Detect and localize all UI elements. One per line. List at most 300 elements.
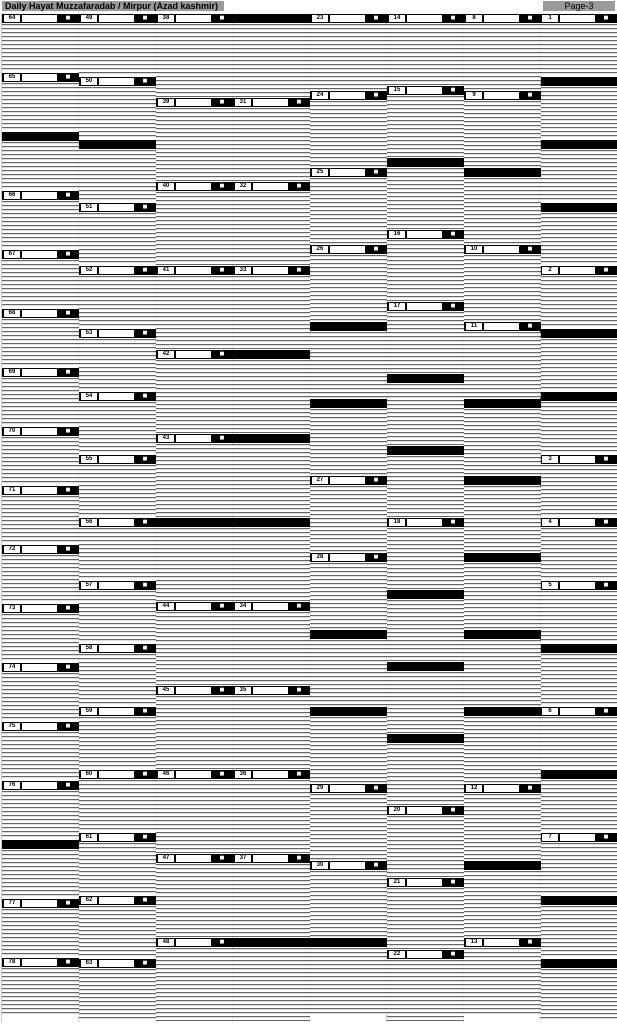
classified-header-bar: [2, 486, 79, 495]
classified-header-bar: [540, 581, 617, 590]
classified-text-block: [464, 24, 541, 90]
classified-number: 34: [235, 603, 251, 610]
classified-logo-icon: ■: [450, 519, 456, 525]
classified-text-block: [310, 255, 387, 321]
classified-header-bar: [79, 644, 156, 653]
classified-header-bar: [464, 707, 541, 716]
classified-text-block: [156, 192, 233, 265]
classified-number: 57: [81, 582, 97, 589]
classified-logo-icon: ■: [65, 15, 71, 21]
classified-header-bar: [2, 191, 79, 200]
classified-number: 56: [81, 519, 97, 526]
classified-header-bar: [233, 350, 310, 359]
classified-logo-icon: ■: [65, 74, 71, 80]
classified-number: 32: [235, 183, 251, 190]
classified-text-block: [387, 888, 464, 949]
classified-title-box: [176, 183, 211, 190]
classified-header-bar: [387, 302, 464, 311]
classified-title-box: [407, 303, 442, 310]
classified-number: 16: [389, 231, 405, 238]
classified-header-bar: [79, 707, 156, 716]
classified-number: 44: [158, 603, 174, 610]
classified-title-box: [176, 267, 211, 274]
classified-header-bar: [310, 784, 387, 793]
classified-number: 35: [235, 687, 251, 694]
classified-text-block: [2, 614, 79, 662]
classified-text-block: [79, 654, 156, 706]
classified-number: 5: [542, 582, 558, 589]
news-column: [309, 13, 387, 1022]
classified-title-box: [560, 267, 595, 274]
classified-header-bar: [387, 590, 464, 599]
classified-number: 36: [235, 771, 251, 778]
classified-header-bar: [387, 950, 464, 959]
classified-header-bar: [2, 427, 79, 436]
classified-title-box: [22, 487, 57, 494]
classified-header-bar: [464, 784, 541, 793]
classified-text-block: [2, 437, 79, 485]
classified-title-box: [99, 708, 134, 715]
classified-number: 66: [4, 192, 20, 199]
classified-header-bar: [464, 322, 541, 331]
classified-title-box: [253, 99, 288, 106]
classified-header-bar: [540, 770, 617, 779]
classified-text-block: [387, 24, 464, 85]
classified-title-box: [99, 78, 134, 85]
classified-text-block: [310, 948, 387, 1014]
classified-number: 9: [466, 92, 482, 99]
classified-title-box: [22, 74, 57, 81]
classified-header-bar: [310, 707, 387, 716]
classified-text-block: [387, 96, 464, 157]
classified-logo-icon: ■: [527, 323, 533, 329]
classified-title-box: [484, 939, 519, 946]
classified-text-block: [387, 672, 464, 733]
classified-text-block: [79, 339, 156, 391]
classified-text-block: [2, 378, 79, 426]
classified-title-box: [253, 687, 288, 694]
news-column: [232, 13, 310, 1022]
classified-title-box: [99, 582, 134, 589]
classified-title-box: [330, 554, 365, 561]
classified-number: 45: [158, 687, 174, 694]
classified-header-bar: [540, 329, 617, 338]
classified-number: 43: [158, 435, 174, 442]
classified-title-box: [253, 603, 288, 610]
classified-text-block: [387, 384, 464, 445]
classified-header-bar: [310, 399, 387, 408]
classified-logo-icon: ■: [142, 204, 148, 210]
classified-text-block: [387, 456, 464, 517]
classified-header-bar: [464, 553, 541, 562]
classified-header-bar: [464, 861, 541, 870]
classified-header-bar: [387, 518, 464, 527]
classified-title-box: [22, 310, 57, 317]
classified-header-bar: [540, 707, 617, 716]
classified-logo-icon: ■: [142, 519, 148, 525]
classified-header-bar: [79, 833, 156, 842]
classified-text-block: [233, 444, 310, 517]
classified-title-box: [560, 456, 595, 463]
classified-text-block: [387, 240, 464, 301]
classified-logo-icon: ■: [296, 99, 302, 105]
classified-text-block: [2, 24, 79, 72]
classified-header-bar: [2, 73, 79, 82]
classified-number: 27: [312, 477, 328, 484]
classified-header-bar: [387, 446, 464, 455]
classified-logo-icon: ■: [65, 192, 71, 198]
classified-text-block: [464, 717, 541, 783]
classified-header-bar: [310, 553, 387, 562]
classified-title-box: [22, 664, 57, 671]
classified-text-block: [464, 101, 541, 167]
classified-header-bar: [233, 98, 310, 107]
news-column: [155, 13, 233, 1022]
classified-text-block: [540, 906, 617, 958]
classified-text-block: [79, 780, 156, 832]
classified-logo-icon: ■: [142, 330, 148, 336]
classified-text-block: [2, 791, 79, 839]
classified-text-block: [540, 87, 617, 139]
classified-logo-icon: ■: [65, 310, 71, 316]
classified-text-block: [2, 732, 79, 780]
classified-text-block: [233, 276, 310, 349]
classified-text-block: [387, 744, 464, 805]
classified-title-box: [407, 519, 442, 526]
classified-title-box: [253, 183, 288, 190]
classified-title-box: [176, 771, 211, 778]
classified-header-bar: [310, 14, 387, 23]
classified-number: 13: [466, 939, 482, 946]
classified-logo-icon: ■: [142, 897, 148, 903]
classified-logo-icon: ■: [65, 546, 71, 552]
classified-header-bar: [156, 602, 233, 611]
classified-text-block: [79, 402, 156, 454]
classified-logo-icon: ■: [373, 554, 379, 560]
classified-header-bar: [310, 168, 387, 177]
classified-number: 21: [389, 879, 405, 886]
classified-header-bar: [79, 959, 156, 968]
classified-header-bar: [540, 392, 617, 401]
classified-text-block: [156, 612, 233, 685]
classified-text-block: [2, 496, 79, 544]
classified-text-block: [310, 563, 387, 629]
classified-text-block: [464, 486, 541, 552]
classified-header-bar: [233, 518, 310, 527]
classified-title-box: [176, 15, 211, 22]
classified-number: 75: [4, 723, 20, 730]
classified-text-block: [79, 213, 156, 265]
classified-logo-icon: ■: [527, 939, 533, 945]
classified-text-block: [233, 948, 310, 1021]
classified-header-bar: [2, 781, 79, 790]
classified-title-box: [407, 879, 442, 886]
classified-logo-icon: ■: [603, 708, 609, 714]
classified-number: 38: [158, 15, 174, 22]
classified-number: 63: [81, 960, 97, 967]
classified-text-block: [156, 528, 233, 601]
classified-header-bar: [79, 329, 156, 338]
classified-title-box: [330, 15, 365, 22]
classified-text-block: [233, 780, 310, 853]
classified-text-block: [540, 276, 617, 328]
classified-logo-icon: ■: [296, 603, 302, 609]
classified-title-box: [407, 951, 442, 958]
classified-title-box: [176, 603, 211, 610]
classified-text-block: [310, 409, 387, 475]
classified-text-block: [233, 528, 310, 601]
classified-text-block: [310, 332, 387, 398]
classified-text-block: [2, 673, 79, 721]
classified-logo-icon: ■: [65, 900, 71, 906]
classified-number: 46: [158, 771, 174, 778]
classified-number: 17: [389, 303, 405, 310]
classified-number: 52: [81, 267, 97, 274]
classified-text-block: [233, 360, 310, 433]
classified-title-box: [99, 330, 134, 337]
classified-header-bar: [2, 309, 79, 318]
classified-text-block: [540, 717, 617, 769]
classified-header-bar: [310, 630, 387, 639]
classified-header-bar: [2, 14, 79, 23]
classified-number: 69: [4, 369, 20, 376]
classified-number: 41: [158, 267, 174, 274]
classified-header-bar: [2, 604, 79, 613]
classified-header-bar: [387, 662, 464, 671]
classified-title-box: [99, 456, 134, 463]
classified-text-block: [387, 600, 464, 661]
classified-text-block: [2, 909, 79, 957]
classified-text-block: [156, 108, 233, 181]
classified-text-block: [2, 201, 79, 249]
classified-header-bar: [540, 644, 617, 653]
classified-logo-icon: ■: [373, 785, 379, 791]
classified-title-box: [176, 687, 211, 694]
classified-header-bar: [540, 455, 617, 464]
classified-text-block: [2, 260, 79, 308]
classified-logo-icon: ■: [142, 582, 148, 588]
classified-text-block: [540, 843, 617, 895]
classified-text-block: [79, 87, 156, 139]
classified-logo-icon: ■: [527, 92, 533, 98]
classified-title-box: [176, 351, 211, 358]
classified-header-bar: [2, 545, 79, 554]
classified-title-box: [330, 862, 365, 869]
classified-title-box: [407, 807, 442, 814]
classified-text-block: [464, 178, 541, 244]
classified-header-bar: [387, 806, 464, 815]
classified-header-bar: [79, 455, 156, 464]
classified-text-block: [156, 24, 233, 97]
classified-title-box: [560, 582, 595, 589]
classified-header-bar: [540, 14, 617, 23]
classified-header-bar: [233, 182, 310, 191]
classified-logo-icon: ■: [450, 15, 456, 21]
classified-text-block: [79, 528, 156, 580]
classified-title-box: [330, 92, 365, 99]
classified-title-box: [99, 834, 134, 841]
classified-logo-icon: ■: [450, 879, 456, 885]
classified-logo-icon: ■: [219, 15, 225, 21]
classified-title-box: [253, 771, 288, 778]
classified-header-bar: [233, 434, 310, 443]
news-column: [540, 13, 617, 1022]
classified-logo-icon: ■: [603, 834, 609, 840]
classified-header-bar: [387, 734, 464, 743]
classified-logo-icon: ■: [296, 687, 302, 693]
classified-header-bar: [464, 168, 541, 177]
classified-title-box: [99, 771, 134, 778]
classified-header-bar: [2, 663, 79, 672]
classified-logo-icon: ■: [65, 369, 71, 375]
classified-title-box: [484, 785, 519, 792]
classified-text-block: [310, 178, 387, 244]
classified-title-box: [22, 900, 57, 907]
classified-header-bar: [79, 518, 156, 527]
classified-number: 24: [312, 92, 328, 99]
classified-text-block: [79, 843, 156, 895]
classified-title-box: [253, 267, 288, 274]
classified-number: 74: [4, 664, 20, 671]
classified-text-block: [233, 192, 310, 265]
classified-header-bar: [233, 938, 310, 947]
classified-title-box: [99, 393, 134, 400]
classified-text-block: [540, 654, 617, 706]
classified-text-block: [464, 255, 541, 321]
classified-logo-icon: ■: [373, 477, 379, 483]
classified-header-bar: [156, 938, 233, 947]
classified-header-bar: [387, 14, 464, 23]
classified-logo-icon: ■: [65, 487, 71, 493]
classified-number: 14: [389, 15, 405, 22]
classified-header-bar: [310, 476, 387, 485]
classified-text-block: [540, 465, 617, 517]
classified-text-block: [540, 528, 617, 580]
classified-logo-icon: ■: [219, 939, 225, 945]
classified-logo-icon: ■: [603, 519, 609, 525]
classified-logo-icon: ■: [65, 723, 71, 729]
classified-number: 70: [4, 428, 20, 435]
classified-text-block: [79, 24, 156, 76]
classified-logo-icon: ■: [65, 959, 71, 965]
classified-header-bar: [310, 245, 387, 254]
classified-number: 50: [81, 78, 97, 85]
classified-title-box: [22, 192, 57, 199]
classified-text-block: [310, 101, 387, 167]
classified-number: 48: [158, 939, 174, 946]
classified-logo-icon: ■: [450, 303, 456, 309]
classified-logo-icon: ■: [65, 605, 71, 611]
classified-logo-icon: ■: [219, 183, 225, 189]
classified-text-block: [79, 276, 156, 328]
classified-logo-icon: ■: [65, 664, 71, 670]
classified-number: 59: [81, 708, 97, 715]
classified-header-bar: [156, 686, 233, 695]
classified-text-block: [540, 213, 617, 265]
classified-text-block: [233, 108, 310, 181]
classified-text-block: [2, 83, 79, 131]
classified-header-bar: [464, 938, 541, 947]
classified-logo-icon: ■: [65, 251, 71, 257]
classified-title-box: [560, 519, 595, 526]
classified-text-block: [2, 142, 79, 190]
classified-title-box: [560, 708, 595, 715]
classified-header-bar: [156, 854, 233, 863]
classified-logo-icon: ■: [142, 834, 148, 840]
classified-text-block: [79, 906, 156, 958]
classified-logo-icon: ■: [296, 855, 302, 861]
classified-logo-icon: ■: [450, 87, 456, 93]
classified-number: 60: [81, 771, 97, 778]
classified-number: 8: [466, 15, 482, 22]
classified-title-box: [407, 231, 442, 238]
news-column: [386, 13, 464, 1022]
classified-text-block: [156, 360, 233, 433]
classified-text-block: [156, 276, 233, 349]
classified-header-bar: [79, 203, 156, 212]
news-column: [463, 13, 541, 1022]
classified-title-box: [99, 15, 134, 22]
classified-header-bar: [387, 878, 464, 887]
classified-number: 61: [81, 834, 97, 841]
classified-number: 40: [158, 183, 174, 190]
classified-text-block: [310, 717, 387, 783]
news-column: [1, 13, 79, 1022]
classified-text-block: [156, 780, 233, 853]
classified-number: 73: [4, 605, 20, 612]
classified-number: 4: [542, 519, 558, 526]
classified-logo-icon: ■: [296, 183, 302, 189]
classified-text-block: [540, 339, 617, 391]
classified-number: 18: [389, 519, 405, 526]
classified-text-block: [156, 696, 233, 769]
classified-text-block: [79, 465, 156, 517]
classified-logo-icon: ■: [142, 78, 148, 84]
classified-number: 1: [542, 15, 558, 22]
classified-text-block: [464, 871, 541, 937]
classified-text-block: [233, 612, 310, 685]
newspaper-title: Daily Hayat Muzzafaradab / Mirpur (Azad kashmir): [2, 1, 224, 11]
classified-text-block: [387, 168, 464, 229]
classified-title-box: [22, 369, 57, 376]
classified-number: 7: [542, 834, 558, 841]
classified-text-block: [233, 696, 310, 769]
classified-number: 28: [312, 554, 328, 561]
classified-number: 53: [81, 330, 97, 337]
classified-number: 11: [466, 323, 482, 330]
classified-header-bar: [540, 77, 617, 86]
classified-title-box: [99, 960, 134, 967]
classified-logo-icon: ■: [219, 99, 225, 105]
classified-title-box: [560, 834, 595, 841]
classified-text-block: [310, 871, 387, 937]
classified-text-block: [2, 850, 79, 898]
classified-text-block: [540, 969, 617, 1021]
classified-header-bar: [540, 833, 617, 842]
classified-header-bar: [233, 770, 310, 779]
classified-number: 39: [158, 99, 174, 106]
classified-number: 3: [542, 456, 558, 463]
classified-logo-icon: ■: [527, 15, 533, 21]
classified-number: 6: [542, 708, 558, 715]
classified-title-box: [253, 855, 288, 862]
classified-logo-icon: ■: [142, 15, 148, 21]
classified-logo-icon: ■: [527, 785, 533, 791]
classified-number: 2: [542, 267, 558, 274]
classified-number: 31: [235, 99, 251, 106]
classified-number: 71: [4, 487, 20, 494]
classified-logo-icon: ■: [219, 687, 225, 693]
